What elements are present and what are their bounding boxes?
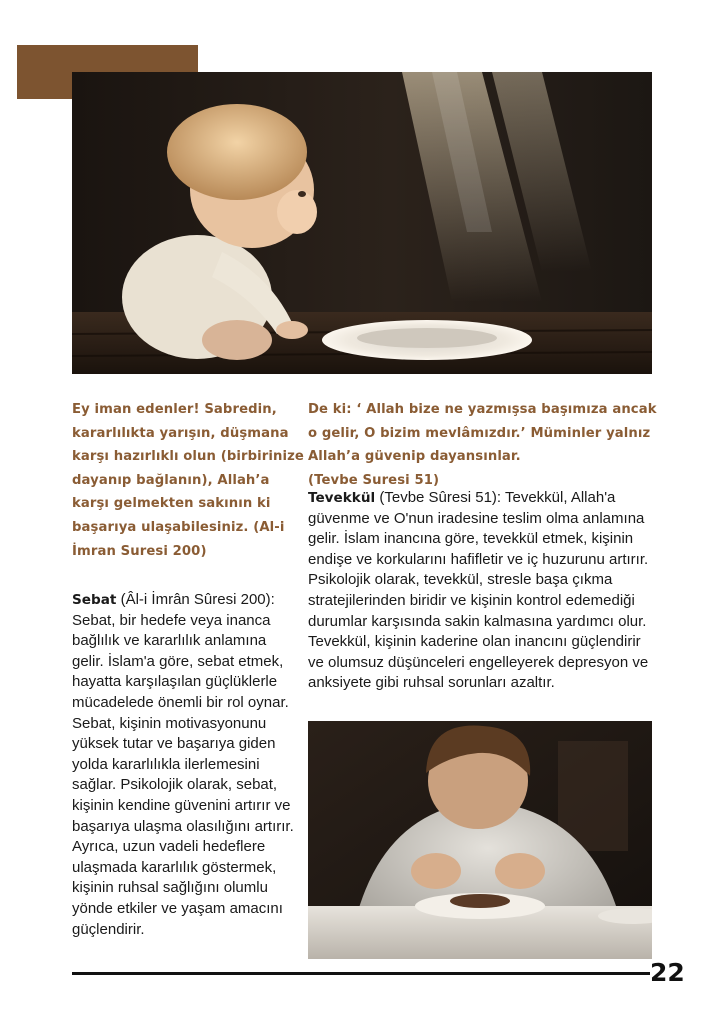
footer-rule <box>72 972 650 975</box>
page-number: 22 <box>650 958 685 987</box>
quote-tevbe-source: (Tevbe Suresi 51) <box>308 472 440 488</box>
tevekkul-paragraph <box>308 488 654 694</box>
sebat-text: (Âl-i İmrân Sûresi 200): Sebat, bir hedefe veya inanca bağlılık ve kararlılık anlamına gelir. İslam'a göre, sebat etmek, hayatta karşılaşılan güçlüklerle mücadelede önemli bir rol oynar. Sebat, kişinin motivasyonunu yüksek tutar ve başarıya giden yolda kararlılıkla ilerlemesini sağlar. Psikolojik olarak, sebat, kişinin kendine güvenini artırır ve başarıya ulaşma olasılığını artırır. Ayrıca, uzun vadeli hedeflere ulaşmada kararlılık göstermek, kişinin ruhsal sağlığını olumlu yönde etkiler ve yaşam amacını güçlendirir. <box>72 591 294 938</box>
sebat-paragraph <box>72 590 300 940</box>
baby-with-plate-photo <box>72 72 652 374</box>
tevekkul-term: Tevekkül <box>308 490 376 506</box>
boy-eating-photo <box>308 721 652 959</box>
tevekkul-text: (Tevbe Sûresi 51): Tevekkül, Allah'a güvenme ve O'nun iradesine teslim olma anlamına gelir. İslam inancına göre, tevekkül etmek, kişinin endişe ve korkularını hafifletir ve iç huzurunu artırır. Psikolojik olarak, tevekkül, stresle başa çıkma stratejilerinden biridir ve kişinin kontrol edemediği durumlar karşısında sakin kalmasına yardımcı olur. Tevekkül, kişinin kaderine olan inancını güçlendirir ve olumsuz düşünceleri engelleyerek depresyon ve anksiyete gibi ruhsal sorunları azaltır. <box>308 489 649 692</box>
quote-al-i-imran: Ey iman edenler! Sabredin, kararlılıkta yarışın, düşmana karşı hazırlıklı olun (birbirinize dayanıp bağlanın), Allah’a karşı gelmekten sakının ki başarıya ulaşabilesiniz. (Al-i İmran Suresi 200) <box>72 402 304 559</box>
quote-tevbe <box>308 398 658 492</box>
sebat-term: Sebat <box>72 592 117 608</box>
quote-tevbe-text: De ki: ‘ Allah bize ne yazmışsa başımıza ancak o gelir, O bizim mevlâmızdır.’ Müminler yalnız Allah’a güvenip dayansınlar. <box>308 402 657 465</box>
